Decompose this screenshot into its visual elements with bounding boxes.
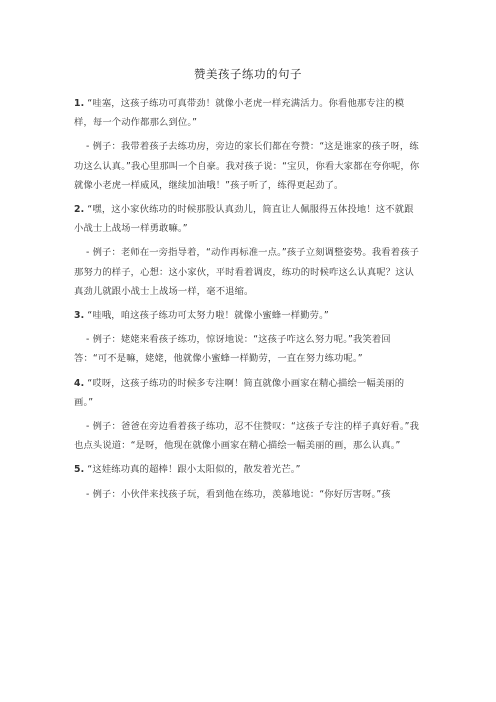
section-heading bbox=[74, 200, 422, 238]
section-number: 4. bbox=[74, 377, 85, 389]
section-4 bbox=[74, 374, 422, 456]
section-example: - 例子：老师在一旁指导着，“动作再标准一点。”孩子立刻调整姿势。我看着孩子那努力的样子，心想：这小家伙，平时看着调皮，练功的时候咋这么认真呢？这认真劲儿就跟小战士上战场一样，毫不退缩。 bbox=[74, 247, 420, 297]
section-heading bbox=[74, 374, 422, 412]
section-number: 1. bbox=[74, 98, 85, 109]
section-1 bbox=[74, 94, 422, 195]
section-text: “嘿，这小家伙练功的时候那股认真劲儿，简直让人佩服得五体投地！这不就跟小战士上战场一样勇敢嘛。” bbox=[74, 204, 414, 235]
page-title: 赞美孩子练功的句子 bbox=[194, 67, 302, 81]
section-example: - 例子：爸爸在旁边看着孩子练功，忍不住赞叹：“这孩子专注的样子真好看。”我也点头说道：“是呀，他现在就像小画家在精心描绘一幅美丽的画，那么认真。” bbox=[74, 421, 420, 452]
section-heading bbox=[74, 460, 422, 479]
section-heading bbox=[74, 306, 422, 325]
section-number: 3. bbox=[74, 310, 85, 322]
section-example: - 例子：姥姥来看孩子练功，惊讶地说：“这孩子咋这么努力呢。”我笑着回答：“可不是嘛，姥姥，他就像小蜜蜂一样勤劳，一直在努力练功呢。” bbox=[74, 334, 391, 365]
section-example: - 例子：小伙伴来找孩子玩，看到他在练功，羡慕地说：“你好厉害呀。”孩 bbox=[86, 488, 391, 500]
section-text: “这娃练功真的超棒！跟小太阳似的，散发着光芒。” bbox=[87, 464, 301, 476]
section-heading bbox=[74, 94, 422, 132]
section-text: “哎呀，这孩子练功的时候多专注啊！简直就像小画家在精心描绘一幅美丽的画。” bbox=[74, 377, 405, 408]
section-number: 2. bbox=[74, 204, 85, 216]
section-2 bbox=[74, 200, 422, 301]
section-number: 5. bbox=[74, 464, 85, 476]
section-text: “哇塞，这孩子练功可真带劲！就像小老虎一样充满活力。你看他那专注的模样，每一个动作都那么到位。” bbox=[74, 98, 405, 129]
section-5 bbox=[74, 460, 422, 503]
section-3 bbox=[74, 306, 422, 369]
section-text: “哇哦，咱这孩子练功可太努力啦！就像小蜜蜂一样勤劳。” bbox=[87, 310, 329, 322]
section-example: - 例子：我带着孩子去练功房，旁边的家长们都在夸赞：“这是谁家的孩子呀，练功这么认真。”我心里那叫一个自豪。我对孩子说：“宝贝，你看大家都在夸你呢，你就像小老虎一样威风，继续加油哦！”孩子听了，练得更起劲了。 bbox=[74, 141, 420, 191]
